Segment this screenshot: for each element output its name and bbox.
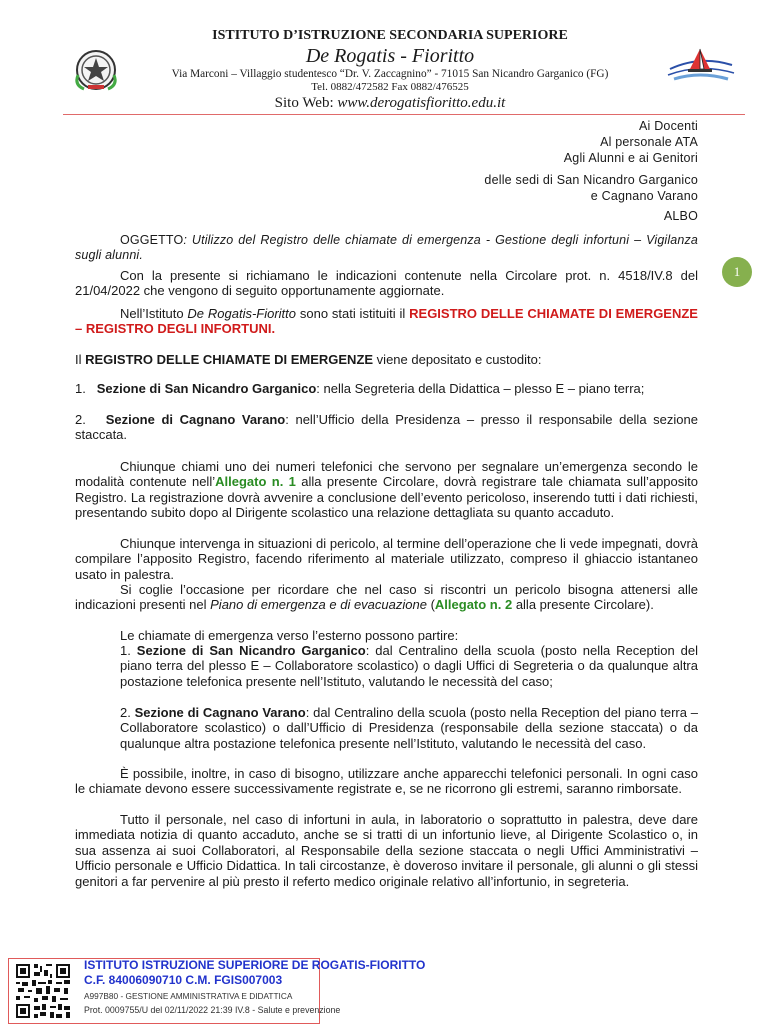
footer-protocol: Prot. 0009755/U del 02/11/2022 21:39 IV.8 - Salute e prevenzione [84, 1005, 341, 1015]
attachment-2-ref: Allegato n. 2 [434, 597, 513, 613]
list-item: 2. Sezione di Cagnano Varano: nell’Ufficio della Presidenza – presso il responsabile della sezione staccata. [75, 412, 698, 443]
paragraph-injuries: Tutto il personale, nel caso di infortuni in aula, in laboratorio o soprattutto in palestra, deve dare immediata notizia di quanto accaduto, anche se si tratti di un infortunio lieve, al Dirigente Scolastico o, in sua assenza ai suoi Collaboratori, al Responsabile della sezione staccata o negli Uffici Amministrativi – Ufficio personale e Ufficio Didattica. In tali circostanze, è doveroso invitare il personale, gli alunni o gli stessi genitori a far pervenire al più presto il referto medico originale relativo all’infortunio, in segreteria. [75, 812, 698, 889]
paragraph-external-calls: Le chiamate di emergenza verso l’esterno possono partire: [120, 628, 459, 643]
subject-line [75, 233, 698, 264]
paragraph-intro: Con la presente si richiamano le indicazioni contenute nella Circolare prot. n. 4518/IV.8 del 21/04/2022 che vengono di seguito opportunamente aggiornate. [75, 268, 698, 299]
subject-text: : Utilizzo del Registro delle chiamate di emergenza - Gestione degli infortuni – Vigilanza sugli alunni. [75, 233, 698, 263]
recipient-line: e Cagnano Varano [590, 189, 698, 203]
register-title: REGISTRO DELLE CHIAMATE DI EMERGENZE – REGISTRO DEGLI INFORTUNI. [75, 306, 698, 337]
paragraph-registers: Nell’Istituto De Rogatis-Fioritto sono stati istituiti il REGISTRO DELLE CHIAMATE DI EMERGENZE – REGISTRO DEGLI INFORTUNI. [75, 306, 698, 337]
republic-emblem-icon [70, 45, 122, 93]
footer-fiscal-code: C.F. 84006090710 C.M. FGIS007003 [84, 973, 283, 987]
list-item: 1. Sezione di San Nicandro Garganico: nella Segreteria della Didattica – plesso E – piano terra; [75, 381, 645, 396]
footer-institute: ISTITUTO ISTRUZIONE SUPERIORE DE ROGATIS-FIORITTO [84, 958, 426, 972]
school-logo-icon [660, 45, 740, 85]
footer-office: A997B80 - GESTIONE AMMINISTRATIVA E DIDATTICA [84, 991, 293, 1001]
subject-label: OGGETTO [120, 233, 184, 247]
attachment-1-ref: Allegato n. 1 [215, 474, 296, 490]
paragraph-intervention: Chiunque intervenga in situazioni di pericolo, al termine dell’operazione che li vede impegnati, dovrà compilare l’apposito Registro, facendo riferimento al materiale utilizzato, compreso il ghiaccio istantaneo usato in palestra. [75, 536, 698, 582]
recipient-line: Ai Docenti [639, 119, 698, 133]
list-item: 2. Sezione di Cagnano Varano: dal Centralino della scuola (posto nella Reception del piano terra – Collaboratore scolastico) o dall’Ufficio di Presidenza (responsabile della sezione staccata) o da qualunque altra postazione telefonica presente nell’Istituto, valutando le necessità del caso. [120, 705, 698, 751]
list-item: 1. Sezione di San Nicandro Garganico: dal Centralino della scuola (posto nella Reception del piano terra del plesso E – Collaboratore scolastico) o dagli Uffici di Segreteria o da qualunque altra postazione telefonica presente nell’Istituto, valutando le necessità del caso; [120, 643, 698, 689]
school-website [130, 95, 650, 112]
website-label: Sito Web: [274, 95, 334, 111]
paragraph-personal-phones: È possibile, inoltre, in caso di bisogno, utilizzare anche apparecchi telefonici personali. In ogni caso le chiamate devono essere successivamente registrate e, se ne ricorrono gli estremi, saranno rimborsate. [75, 766, 698, 797]
school-phone-fax: Tel. 0882/472582 Fax 0882/476525 [311, 81, 469, 93]
website-link[interactable]: www.derogatisfioritto.edu.it [337, 95, 506, 111]
recipient-albo: ALBO [663, 209, 698, 223]
paragraph-calls: Chiunque chiami uno dei numeri telefonici che servono per segnalare un’emergenza secondo le modalità contenute nell’Allegato n. 1 alla presente Circolare, dovrà registrare tale chiamata sull’apposito Registro. La registrazione dovrà avvenire a conclusione dell’evento pericoloso, inserendo tutti i dati richiesti, presentando subito dopo al Dirigente scolastico una relazione dettagliata su quanto accaduto. [75, 459, 698, 521]
recipient-line: Al personale ATA [600, 135, 698, 149]
paragraph-emergency-plan: Si coglie l’occasione per ricordare che nel caso si riscontri un pericolo bisogna attenersi alle indicazioni presenti nel Piano di emergenza e di evacuazione (Allegato n. 2 alla presente Circolare). [75, 582, 698, 613]
header-divider [63, 114, 745, 115]
recipient-line: delle sedi di San Nicandro Garganico [484, 173, 698, 187]
paragraph-custody: Il REGISTRO DELLE CHIAMATE DI EMERGENZE viene depositato e custodito: [75, 352, 542, 367]
page-number-badge: 1 [722, 257, 752, 287]
recipient-line: Agli Alunni e ai Genitori [563, 151, 698, 165]
institute-heading: ISTITUTO D’ISTRUZIONE SECONDARIA SUPERIORE [212, 28, 568, 43]
qr-code-icon [14, 962, 72, 1020]
school-address: Via Marconi – Villaggio studentesco “Dr. V. Zaccagnino” - 71015 San Nicandro Garganico (FG) [171, 68, 609, 80]
school-name: De Rogatis - Fioritto [305, 45, 475, 67]
